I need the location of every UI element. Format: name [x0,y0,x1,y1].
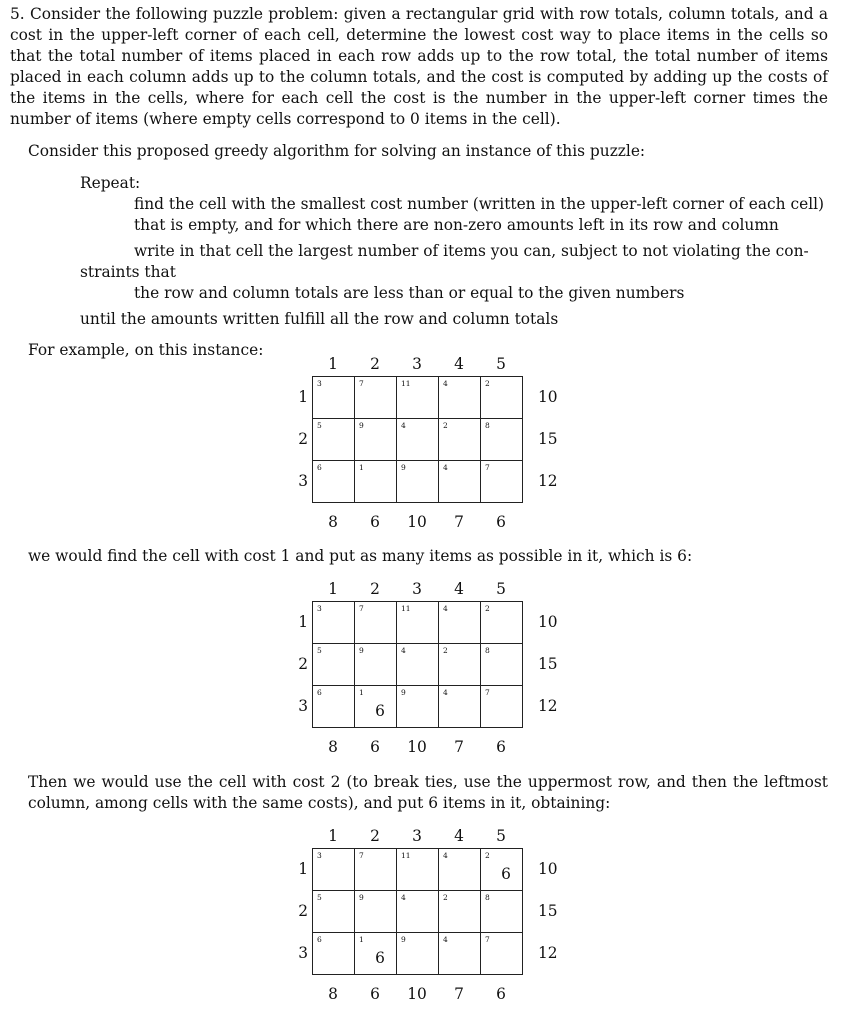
grid-cell [313,686,355,728]
between-text-1: we would find the cell with cost 1 and put as many items as possible in it, which is 6: [28,547,693,565]
grid-cell [481,644,523,686]
column-total: 10 [407,513,427,531]
grid-cell [355,891,397,933]
cell-cost: 4 [443,604,448,613]
column-label: 4 [454,580,464,598]
cell-amount: 6 [375,702,385,720]
cell-cost: 4 [401,421,406,430]
grid-cell [313,602,355,644]
cell-cost: 8 [485,646,490,655]
cell-cost: 9 [359,646,364,655]
grid-cell [355,933,397,975]
row-total: 10 [538,613,558,631]
column-total: 6 [496,985,506,1003]
cell-cost: 4 [401,646,406,655]
grid-cell [439,686,481,728]
grid-cell [397,891,439,933]
cell-cost: 7 [359,379,364,388]
column-total: 6 [370,738,380,756]
cell-cost: 3 [317,379,322,388]
grid-cell [397,419,439,461]
cell-cost: 5 [317,421,322,430]
cell-cost: 8 [485,421,490,430]
grid-cell [355,419,397,461]
column-total: 8 [328,513,338,531]
grid-cell [313,461,355,503]
cell-cost: 6 [317,688,322,697]
column-label: 5 [496,580,506,598]
cell-cost: 6 [317,463,322,472]
cell-amount: 6 [501,865,511,883]
grid-cell [313,377,355,419]
row-label: 3 [298,697,308,715]
column-total: 8 [328,985,338,1003]
grid-cell [313,419,355,461]
grid-cell [397,933,439,975]
cell-cost: 7 [359,604,364,613]
cell-cost: 9 [401,935,406,944]
cell-amount: 6 [375,949,385,967]
column-label: 1 [328,355,338,373]
cell-cost: 7 [485,463,490,472]
puzzle-grid-1 [280,354,600,549]
grid-cell [481,419,523,461]
cell-cost: 3 [317,851,322,860]
cell-cost: 5 [317,646,322,655]
puzzle-grid-3 [280,826,600,1021]
cell-cost: 1 [359,935,364,944]
grid-cell [313,933,355,975]
row-label: 3 [298,944,308,962]
example-intro: For example, on this instance: [28,341,264,359]
row-total: 12 [538,697,558,715]
cell-cost: 4 [401,893,406,902]
grid-cell [397,686,439,728]
row-label: 1 [298,388,308,406]
cell-cost: 4 [443,851,448,860]
column-label: 5 [496,827,506,845]
cell-cost: 2 [443,646,448,655]
row-label: 2 [298,655,308,673]
column-label: 2 [370,580,380,598]
cell-cost: 11 [401,379,411,388]
column-total: 10 [407,738,427,756]
column-label: 3 [412,355,422,373]
grid-cell [481,461,523,503]
grid-cell [439,644,481,686]
grid-cell [397,644,439,686]
row-total: 12 [538,944,558,962]
cell-cost: 5 [317,893,322,902]
row-label: 1 [298,613,308,631]
grid-cell [439,377,481,419]
grid-cell [313,849,355,891]
grid-cell [481,933,523,975]
cell-cost: 4 [443,379,448,388]
grid-cell [439,461,481,503]
column-total: 10 [407,985,427,1003]
grid-cell [355,461,397,503]
cell-cost: 7 [359,851,364,860]
column-total: 6 [496,738,506,756]
grid-cell [355,686,397,728]
grid-cell [439,891,481,933]
between-text-2: Then we would use the cell with cost 2 (to break ties, use the uppermost row, and then the leftmost column, among cells with the same costs), and put 6 items in it, obtaining: [28,773,828,812]
grid-cell [397,461,439,503]
column-total: 7 [454,513,464,531]
step1-line-b: that is empty, and for which there are non-zero amounts left in its row and column [134,216,779,234]
column-label: 4 [454,827,464,845]
column-total: 6 [370,985,380,1003]
column-total: 7 [454,738,464,756]
cell-cost: 9 [401,463,406,472]
grid-cell [481,686,523,728]
column-label: 2 [370,355,380,373]
grid-cell [397,849,439,891]
cell-cost: 9 [401,688,406,697]
grid-cell [355,644,397,686]
grid-cell [481,377,523,419]
cell-cost: 9 [359,421,364,430]
cell-cost: 2 [485,379,490,388]
cell-cost: 1 [359,463,364,472]
cell-cost: 7 [485,688,490,697]
column-total: 6 [370,513,380,531]
column-label: 2 [370,827,380,845]
step3-line: the row and column totals are less than or equal to the given numbers [134,284,685,302]
problem-number: 5. [10,5,25,23]
intro-paragraph [10,4,828,130]
row-total: 15 [538,655,558,673]
row-total: 15 [538,430,558,448]
step2-line-a: write in that cell the largest number of items you can, subject to not violating the con- [134,242,809,260]
grid-cell [439,419,481,461]
grid-cell [355,377,397,419]
cell-cost: 4 [443,935,448,944]
cell-cost: 7 [485,935,490,944]
row-label: 2 [298,430,308,448]
until-line: until the amounts written fulfill all the row and column totals [80,310,559,328]
cell-cost: 11 [401,604,411,613]
cell-cost: 8 [485,893,490,902]
grid-cell [439,933,481,975]
grid-cell [439,849,481,891]
step2-line-b: straints that [80,263,176,281]
grid-cells [312,376,523,503]
row-total: 10 [538,860,558,878]
consider-line: Consider this proposed greedy algorithm for solving an instance of this puzzle: [28,142,646,160]
grid-cell [397,602,439,644]
step1-line-a: find the cell with the smallest cost number (written in the upper-left corner of each cell) [134,195,825,213]
repeat-label: Repeat: [80,174,141,192]
grid-cell [355,602,397,644]
cell-cost: 2 [485,604,490,613]
row-total: 10 [538,388,558,406]
cell-cost: 2 [443,893,448,902]
grid-cell [313,644,355,686]
row-label: 1 [298,860,308,878]
row-label: 3 [298,472,308,490]
grid-cell [481,849,523,891]
column-total: 6 [496,513,506,531]
column-label: 3 [412,580,422,598]
cell-cost: 4 [443,463,448,472]
grid-cells [312,601,523,728]
row-total: 15 [538,902,558,920]
cell-cost: 4 [443,688,448,697]
column-label: 3 [412,827,422,845]
column-label: 4 [454,355,464,373]
grid-cell [481,602,523,644]
column-label: 5 [496,355,506,373]
cell-cost: 9 [359,893,364,902]
cell-cost: 2 [443,421,448,430]
row-total: 12 [538,472,558,490]
cell-cost: 1 [359,688,364,697]
intro-text: Consider the following puzzle problem: given a rectangular grid with row totals, column totals, and a cost in the upper-left corner of each cell, determine the lowest cost way to place items in the cells so that the total number of items placed in each row adds up to the row total, the total number of items placed in each column adds up to the column totals, and the cost is computed by adding up the costs of the items in the cells, where for each cell the cost is the number in the upper-left corner times the number of items (where empty cells correspond to 0 items in the cell). [10,5,828,128]
grid-cells [312,848,523,975]
grid-cell [481,891,523,933]
grid-cell [439,602,481,644]
column-total: 7 [454,985,464,1003]
cell-cost: 11 [401,851,411,860]
cell-cost: 3 [317,604,322,613]
puzzle-grid-2 [280,579,600,774]
cell-cost: 2 [485,851,490,860]
grid-cell [313,891,355,933]
grid-cell [397,377,439,419]
row-label: 2 [298,902,308,920]
grid-cell [355,849,397,891]
column-total: 8 [328,738,338,756]
column-label: 1 [328,827,338,845]
column-label: 1 [328,580,338,598]
cell-cost: 6 [317,935,322,944]
